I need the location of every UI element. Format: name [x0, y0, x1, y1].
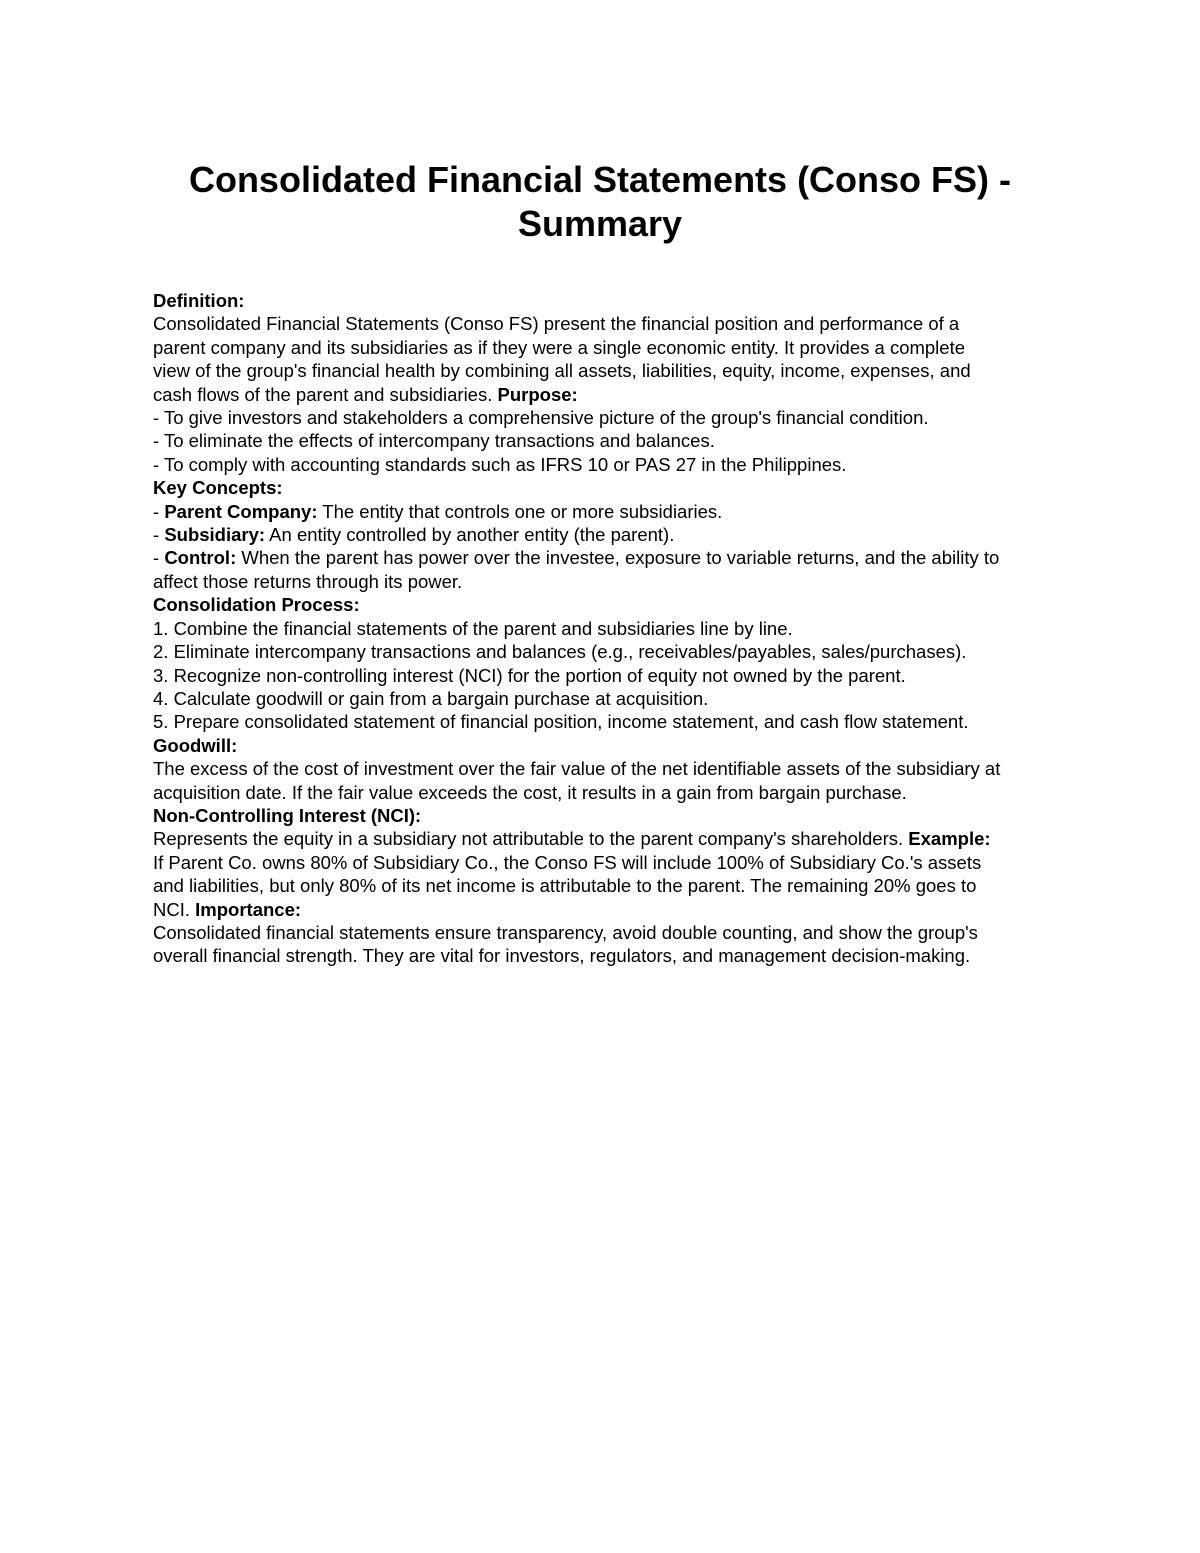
key-concept-term: Parent Company: — [164, 500, 318, 522]
list-dash: - — [153, 524, 165, 546]
nci-line: and liabilities, but only 80% of its net income is attributable to the parent. The remaining 20% goes to — [153, 875, 977, 897]
list-dash: - — [153, 547, 165, 569]
nci-heading-text: Non-Controlling Interest (NCI): — [153, 804, 422, 826]
nci-line: If Parent Co. owns 80% of Subsidiary Co., the Conso FS will include 100% of Subsidiary Co.'s assets — [153, 851, 982, 873]
title-line-2: Summary — [517, 203, 683, 244]
importance-line: Consolidated financial statements ensure transparency, avoid double counting, and show the group's — [153, 921, 978, 943]
goodwill-line: acquisition date. If the fair value exceeds the cost, it results in a gain from bargain purchase. — [153, 781, 907, 803]
key-concept-continuation: affect those returns through its power. — [153, 570, 463, 592]
consolidation-step: 4. Calculate goodwill or gain from a bargain purchase at acquisition. — [153, 687, 709, 709]
key-concept-term: Subsidiary: — [164, 524, 266, 546]
consolidation-step: 5. Prepare consolidated statement of financial position, income statement, and cash flow statement. — [153, 711, 969, 733]
key-concept-text: An entity controlled by another entity (the parent). — [265, 524, 675, 546]
importance-line: overall financial strength. They are vital for investors, regulators, and management decision-making. — [153, 945, 971, 967]
definition-line-with-purpose-heading — [153, 383, 1058, 406]
definition-heading-text: Definition: — [153, 290, 245, 311]
nci-heading — [153, 804, 1058, 827]
consolidation-step: 1. Combine the financial statements of the parent and subsidiaries line by line. — [153, 617, 793, 639]
key-concept-item — [153, 546, 1058, 569]
definition-line: parent company and its subsidiaries as if they were a single economic entity. It provides a complete — [153, 336, 966, 358]
nci-line: Represents the equity in a subsidiary not attributable to the parent company's shareholders. — [153, 828, 909, 850]
goodwill-heading-text: Goodwill: — [153, 734, 238, 756]
key-concept-item — [153, 523, 1058, 546]
key-concepts-heading — [153, 476, 1058, 499]
consolidation-step: 3. Recognize non-controlling interest (NCI) for the portion of equity not owned by the parent. — [153, 664, 906, 686]
nci-line-with-importance-heading — [153, 898, 1058, 921]
definition-line: cash flows of the parent and subsidiaries. — [153, 383, 498, 405]
importance-heading: Importance: — [195, 898, 302, 920]
purpose-item: - To eliminate the effects of intercompany transactions and balances. — [153, 430, 715, 452]
purpose-item: - To comply with accounting standards such as IFRS 10 or PAS 27 in the Philippines. — [153, 453, 847, 475]
example-heading: Example: — [908, 828, 991, 850]
key-concept-term: Control: — [164, 547, 237, 569]
nci-line-with-example-heading — [153, 827, 1058, 850]
title-line-1: Consolidated Financial Statements (Conso FS) - — [188, 159, 1012, 200]
definition-line: view of the group's financial health by combining all assets, liabilities, equity, income, expenses, and — [153, 360, 971, 382]
document-body — [153, 289, 1058, 968]
goodwill-line: The excess of the cost of investment over the fair value of the net identifiable assets of the subsidiary at — [153, 758, 1001, 780]
goodwill-heading — [153, 734, 1058, 757]
consolidation-step: 2. Eliminate intercompany transactions and balances (e.g., receivables/payables, sales/purchases). — [153, 641, 967, 663]
key-concept-text: When the parent has power over the investee, exposure to variable returns, and the ability to — [236, 547, 1000, 569]
nci-line: NCI. — [153, 898, 196, 920]
purpose-heading: Purpose: — [497, 383, 578, 405]
list-dash: - — [153, 500, 165, 522]
key-concept-text: The entity that controls one or more subsidiaries. — [317, 500, 723, 522]
document-title — [150, 158, 1050, 246]
key-concepts-heading-text: Key Concepts: — [153, 477, 283, 499]
key-concept-item — [153, 500, 1058, 523]
consolidation-process-heading — [153, 593, 1058, 616]
definition-line: Consolidated Financial Statements (Conso FS) present the financial position and performance of a — [153, 313, 960, 335]
definition-heading — [153, 289, 1058, 312]
consolidation-process-heading-text: Consolidation Process: — [153, 594, 360, 616]
purpose-item: - To give investors and stakeholders a comprehensive picture of the group's financial condition. — [153, 407, 929, 429]
